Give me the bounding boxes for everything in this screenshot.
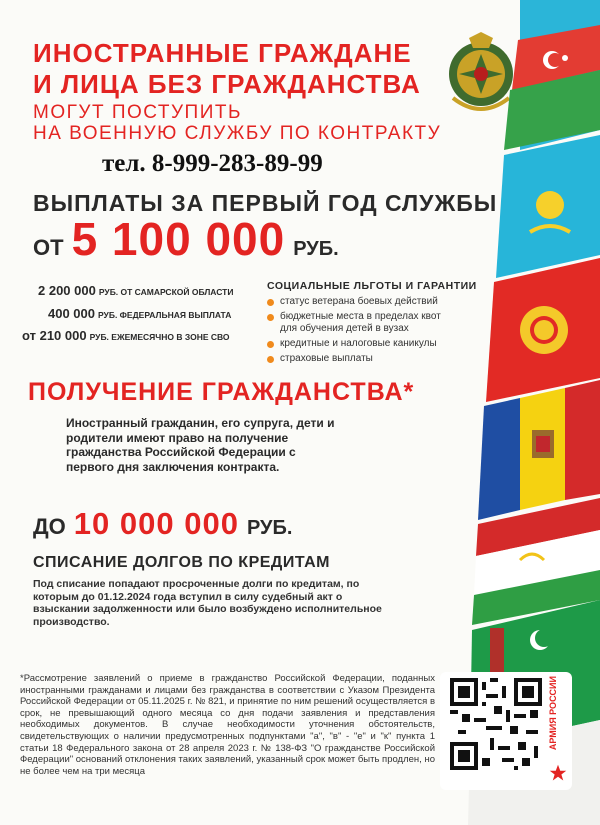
payments-currency: РУБ. [293, 238, 339, 260]
payment-item: 400 000 РУБ. ФЕДЕРАЛЬНАЯ ВЫПЛАТА [48, 306, 232, 321]
subtitle-line-1: МОГУТ ПОСТУПИТЬ [33, 102, 242, 123]
main-title [33, 38, 421, 100]
subtitle-line-2: НА ВОЕННУЮ СЛУЖБУ ПО КОНТРАКТУ [33, 123, 442, 144]
citizenship-text: Иностранный гражданин, его супруга, дети и родители имеют право на получение гражданства Российской Федерации с первого дня заключения контракта. [66, 416, 335, 474]
benefit-item: статус ветерана боевых действий [267, 296, 457, 308]
payments-total [33, 212, 339, 266]
benefits-title: СОЦИАЛЬНЫЕ ЛЬГОТЫ И ГАРАНТИИ [267, 280, 477, 292]
azerbaijan-flag-icon [504, 0, 600, 150]
citizenship-title: ПОЛУЧЕНИЕ ГРАЖДАНСТВА* [28, 378, 415, 406]
debt-text: Под списание попадают просроченные долги по кредитам, по которым до 01.12.2024 года вступил в силу судебный акт о взыскании задолженности или было возбуждено исполнительное производство. [33, 578, 382, 628]
debt-amount: 10 000 000 [73, 506, 239, 541]
debt-currency: РУБ. [246, 517, 293, 539]
payments-heading: ВЫПЛАТЫ ЗА ПЕРВЫЙ ГОД СЛУЖБЫ [33, 190, 498, 216]
bullet-icon [267, 314, 274, 321]
army-label: АРМИЯ РОССИИ [548, 676, 558, 751]
bullet-icon [267, 356, 274, 363]
payments-amount: 5 100 000 [71, 213, 286, 265]
bullet-icon [267, 341, 274, 348]
payments-prefix: ОТ [33, 235, 64, 260]
debt-total [33, 506, 292, 542]
army-star-icon [549, 764, 567, 782]
kyrgyzstan-flag-icon [486, 258, 600, 402]
footnote: *Рассмотрение заявлений о приеме в гражданство Российской Федерации, поданных иностранными гражданами и лицами без гражданства в соответствии с Указом Президента Российской Федерации от 05.11.2025 г. № 821, и принятие по ним решений осуществляется в срок, не превышающий одного месяца со дня подачи заявления и представления необходимых документов. В случае необходимости уточнения обстоятельств, свидетельствующих о наличии предусмотренных подпунктами "а", "в" - "е" и "к" пункта 1 статьи 18 Федерального закона от 28 апреля 2023 г. № 138-ФЗ "О гражданстве Российской Федерации" оснований отклонения таких заявлений, указанный срок может быть продлен, но не более чем на три месяца [20, 673, 435, 777]
payment-item: 2 200 000 РУБ. ОТ САМАРСКОЙ ОБЛАСТИ [38, 283, 234, 298]
moldova-flag-icon [478, 380, 600, 520]
phone-number[interactable]: тел. 8-999-283-89-99 [102, 150, 323, 177]
benefit-item: бюджетные места в пределах квот для обучения детей в вузах [267, 311, 457, 335]
title-line-2: И ЛИЦА БЕЗ ГРАЖДАНСТВА [33, 69, 421, 99]
debt-prefix: ДО [33, 514, 66, 539]
title-line-1: ИНОСТРАННЫЕ ГРАЖДАНЕ [33, 38, 412, 68]
bullet-icon [267, 299, 274, 306]
debt-title: СПИСАНИЕ ДОЛГОВ ПО КРЕДИТАМ [33, 554, 330, 571]
qr-code-icon[interactable] [450, 678, 542, 770]
payment-item: от 210 000 РУБ. ЕЖЕМЕСЯЧНО В ЗОНЕ СВО [22, 328, 230, 343]
subtitle [33, 102, 441, 144]
kazakhstan-flag-icon [496, 135, 600, 278]
benefit-item: кредитные и налоговые каникулы [267, 338, 457, 350]
benefit-item: страховые выплаты [267, 353, 457, 365]
